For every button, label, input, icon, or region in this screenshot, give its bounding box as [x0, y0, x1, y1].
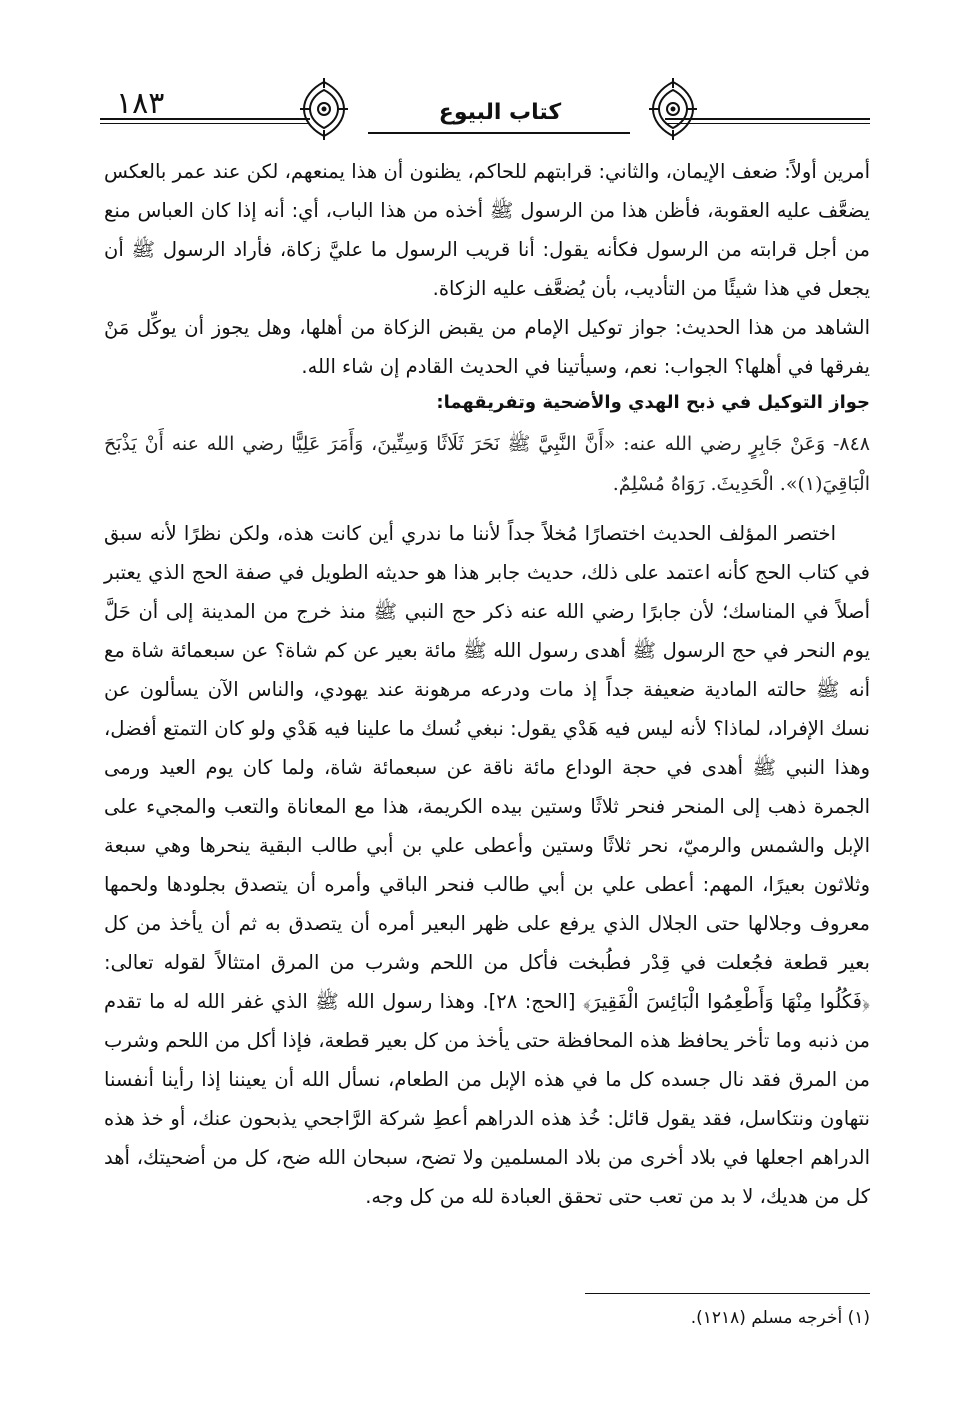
paragraph-intro: أمرين أولاً: ضعف الإيمان، والثاني: قرابتهم للحاكم، يظنون أن هذا يمنعهم، لكن عند عمر بالعكس يضعَّف عليه العقوبة، فأظن هذا من الرسول ﷺ أخذه من هذا الباب، أي: أنه إذا كان العباس منع من أجل قرابته من الرسول فكأنه يقول: أنا قريب الرسول ما عليَّ زكاة، فأراد الرسول ﷺ أن يجعل في هذا شيئًا من التأديب، بأن يُضعَّف عليه الزكاة. [104, 160, 870, 300]
section-heading: جواز التوكيل في ذبح الهدي والأضحية وتفريقهما: [436, 392, 870, 413]
page-number: ١٨٣ [116, 86, 165, 121]
footnote-separator [585, 1293, 870, 1294]
footnote: (١) أخرجه مسلم (١٢١٨). [690, 1308, 870, 1328]
ornament-right-icon [645, 78, 701, 140]
paragraph-evidence: الشاهد من هذا الحديث: جواز توكيل الإمام من يقبض الزكاة من أهلها، وهل يجوز أن يوكِّل مَنْ يفرقها في أهلها؟ الجواب: نعم، وسيأتينا في الحديث القادم إن شاء الله. [104, 316, 870, 378]
hadith-text: ٨٤٨- وَعَنْ جَابِرٍ رضي الله عنه: «أَنَّ النَّبِيَّ ﷺ نَحَرَ ثَلَاثًا وَسِتِّينَ، وَأَمَرَ عَلِيًّا رضي الله عنه أَنْ يَذْبَحَ الْبَاقِيَ(١)». الْحَدِيثَ. رَوَاهُ مُسْلِمٌ. [104, 433, 870, 495]
header-title: كتاب البيوع [438, 100, 562, 125]
header-title-underline [368, 132, 630, 134]
paragraph-commentary: اختصر المؤلف الحديث اختصارًا مُخلاً جداً لأننا ما ندري أين كانت هذه، ولكن نظرًا لأنه سبق في كتاب الحج كأنه اعتمد على ذلك، حديث جابر هذا هو حديثه الطويل في صفة الحج الذي يعتبر أصلاً في المناسك؛ لأن جابرًا رضي الله عنه ذكر حج النبي ﷺ منذ خرج من المدينة إلى أن حَلَّ يوم النحر في حج الرسول ﷺ أهدى رسول الله ﷺ مائة بعير عن كم شاة؟ عن سبعمائة شاة مع أنه ﷺ حالته المادية ضعيفة جداً إذ مات ودرعه مرهونة عند يهودي، والناس الآن يسألون عن نسك الإفراد، لماذا؟ لأنه ليس فيه هَدْي يقول: نبغي نُسك ما علينا فيه هَدْي ولو كان التمتع أفضل، وهذا النبي ﷺ أهدى في حجة الوداع مائة ناقة عن سبعمائة شاة، ولما كان يوم العيد ورمى الجمرة ذهب إلى المنحر فنحر ثلاثًا وستين بيده الكريمة، هذا مع المعاناة والتعب والمجيء على الإبل والشمس والرميّ، نحر ثلاثًا وستين وأعطى علي بن أبي طالب البقية ينحرها وهي سبعة وثلاثون بعيرًا، المهم: أعطى علي بن أبي طالب فنحر الباقي وأمره أن يتصدق بجلودها ولحمها معروف وجلالها حتى الجلال الذي يرفع على ظهر البعير أمره أن يتصدق به ثم أن يأخذ من كل بعير قطعة فجُعلت في قِدْر فطُبخت فأكل من اللحم وشرب من المرق امتثالاً لقوله تعالى: ﴿فَكُلُوا مِنْهَا وَأَطْعِمُوا الْبَائِسَ الْفَقِيرَ﴾ [الحج: ٢٨]. وهذا رسول الله ﷺ الذي غفر الله له ما تقدم من ذنبه وما تأخر يحافظ هذه المحافظة حتى يأخذ من كل بعير قطعة، فإذا أكل من اللحم وشرب من المرق فقد نال جسده كل ما في هذه الإبل من الطعام، نسأل الله أن يعيننا إذا رأينا أنفسنا نتهاون ونتكاسل، فقد يقول قائل: خُذ هذه الدراهم أعطِ شركة الرَّاجحي يذبحون عنك، أو خذ هذه الدراهم اجعلها في بلاد أخرى من بلاد المسلمين ولا تضح، سبحان الله ضح، كل من أضحيتك، أهد كل من هديك، لا بد من تعب حتى تحقق العبادة لله من كل وجه. [104, 522, 870, 1208]
page-body [104, 152, 870, 1216]
header-rule-left [100, 118, 310, 124]
page-header [100, 78, 870, 148]
ornament-left-icon [296, 78, 352, 140]
